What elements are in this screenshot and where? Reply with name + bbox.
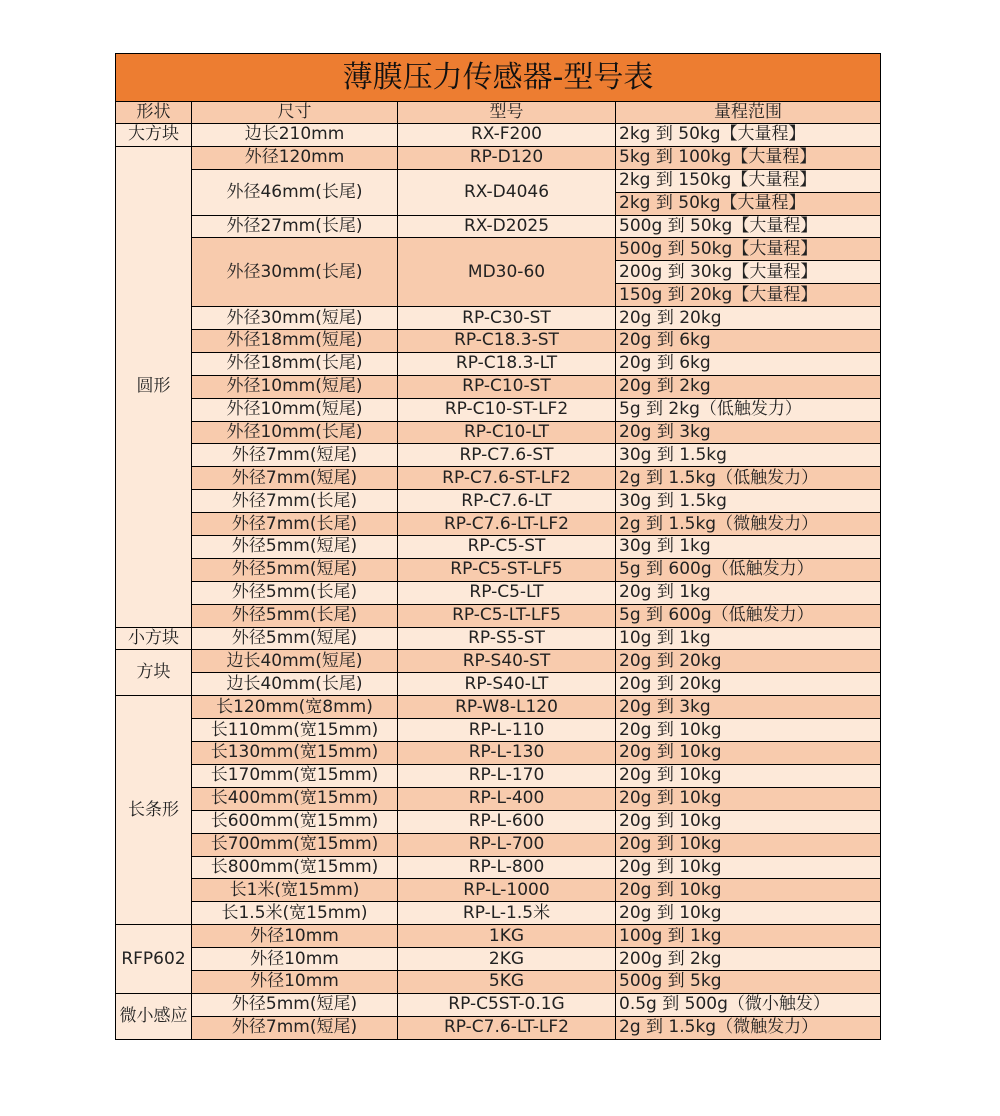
- model-table-body: [116, 54, 881, 1040]
- shape-cell: 大方块: [116, 124, 192, 147]
- range-cell: 20g 到 20kg: [616, 650, 881, 673]
- model-cell: RP-C18.3-ST: [398, 330, 616, 353]
- size-cell: 外径10mm: [192, 970, 398, 993]
- range-cell: 100g 到 1kg: [616, 925, 881, 948]
- range-cell: 20g 到 10kg: [616, 764, 881, 787]
- model-cell: RP-L-110: [398, 719, 616, 742]
- model-cell: RP-S40-LT: [398, 673, 616, 696]
- model-cell: RP-D120: [398, 146, 616, 169]
- model-cell: RP-C30-ST: [398, 307, 616, 330]
- range-cell: 2kg 到 50kg【大量程】: [616, 124, 881, 147]
- size-cell: 外径10mm(长尾): [192, 421, 398, 444]
- range-cell: 20g 到 10kg: [616, 833, 881, 856]
- model-cell: 2KG: [398, 948, 616, 971]
- size-cell: 边长40mm(长尾): [192, 673, 398, 696]
- model-cell: RP-C5-LT-LF5: [398, 604, 616, 627]
- model-cell: MD30-60: [398, 238, 616, 307]
- size-cell: 外径7mm(长尾): [192, 490, 398, 513]
- table-row: [116, 719, 881, 742]
- size-cell: 外径18mm(长尾): [192, 352, 398, 375]
- range-cell: 500g 到 50kg【大量程】: [616, 215, 881, 238]
- size-cell: 外径10mm: [192, 948, 398, 971]
- size-cell: 外径10mm(短尾): [192, 398, 398, 421]
- range-cell: 30g 到 1.5kg: [616, 490, 881, 513]
- model-cell: RP-L-170: [398, 764, 616, 787]
- table-row: [116, 993, 881, 1016]
- size-cell: 外径5mm(长尾): [192, 604, 398, 627]
- range-cell: 20g 到 10kg: [616, 719, 881, 742]
- table-row: [116, 764, 881, 787]
- table-row: [116, 558, 881, 581]
- size-cell: 外径27mm(长尾): [192, 215, 398, 238]
- size-cell: 长700mm(宽15mm): [192, 833, 398, 856]
- table-row: [116, 948, 881, 971]
- model-cell: RP-C7.6-ST: [398, 444, 616, 467]
- sheet-title: 薄膜压力传感器-型号表: [116, 54, 881, 102]
- size-cell: 长110mm(宽15mm): [192, 719, 398, 742]
- table-row: [116, 627, 881, 650]
- shape-cell: 微小感应: [116, 993, 192, 1039]
- size-cell: 边长40mm(短尾): [192, 650, 398, 673]
- range-cell: 20g 到 1kg: [616, 581, 881, 604]
- model-cell: RP-C5-ST-LF5: [398, 558, 616, 581]
- model-cell: RP-C7.6-LT-LF2: [398, 513, 616, 536]
- table-row: [116, 696, 881, 719]
- range-cell: 150g 到 20kg【大量程】: [616, 284, 881, 307]
- range-cell: 20g 到 20kg: [616, 673, 881, 696]
- size-cell: 边长210mm: [192, 124, 398, 147]
- range-cell: 20g 到 10kg: [616, 742, 881, 765]
- range-cell: 5g 到 600g（低触发力）: [616, 558, 881, 581]
- size-cell: 长1米(宽15mm): [192, 879, 398, 902]
- table-row: [116, 352, 881, 375]
- table-row: [116, 490, 881, 513]
- range-cell: 5kg 到 100kg【大量程】: [616, 146, 881, 169]
- table-row: [116, 925, 881, 948]
- range-cell: 2kg 到 50kg【大量程】: [616, 192, 881, 215]
- size-cell: 外径7mm(短尾): [192, 1016, 398, 1039]
- shape-cell: 方块: [116, 650, 192, 696]
- size-cell: 外径46mm(长尾): [192, 169, 398, 215]
- range-cell: 20g 到 10kg: [616, 810, 881, 833]
- range-cell: 5g 到 600g（低触发力）: [616, 604, 881, 627]
- size-cell: 长800mm(宽15mm): [192, 856, 398, 879]
- range-cell: 10g 到 1kg: [616, 627, 881, 650]
- size-cell: 外径18mm(短尾): [192, 330, 398, 353]
- size-cell: 外径120mm: [192, 146, 398, 169]
- size-cell: 长600mm(宽15mm): [192, 810, 398, 833]
- model-cell: RX-F200: [398, 124, 616, 147]
- size-cell: 长1.5米(宽15mm): [192, 902, 398, 925]
- header-row: [116, 102, 881, 124]
- size-cell: 外径5mm(短尾): [192, 558, 398, 581]
- model-cell: RP-C5-LT: [398, 581, 616, 604]
- size-cell: 外径5mm(长尾): [192, 581, 398, 604]
- table-row: [116, 833, 881, 856]
- range-cell: 20g 到 6kg: [616, 352, 881, 375]
- model-cell: RP-W8-L120: [398, 696, 616, 719]
- table-row: [116, 124, 881, 147]
- model-cell: RP-L-130: [398, 742, 616, 765]
- size-cell: 外径7mm(短尾): [192, 467, 398, 490]
- size-cell: 长170mm(宽15mm): [192, 764, 398, 787]
- range-cell: 2g 到 1.5kg（微触发力）: [616, 513, 881, 536]
- table-row: [116, 879, 881, 902]
- size-cell: 外径10mm: [192, 925, 398, 948]
- table-row: [116, 238, 881, 261]
- table-row: [116, 902, 881, 925]
- size-cell: 外径7mm(长尾): [192, 513, 398, 536]
- range-cell: 0.5g 到 500g（微小触发）: [616, 993, 881, 1016]
- model-cell: 1KG: [398, 925, 616, 948]
- model-cell: RP-C7.6-ST-LF2: [398, 467, 616, 490]
- table-row: [116, 787, 881, 810]
- table-row: [116, 146, 881, 169]
- range-cell: 30g 到 1.5kg: [616, 444, 881, 467]
- model-cell: RP-L-1000: [398, 879, 616, 902]
- table-row: [116, 307, 881, 330]
- header-size: 尺寸: [192, 102, 398, 124]
- table-row: [116, 169, 881, 192]
- model-cell: RP-L-800: [398, 856, 616, 879]
- table-row: [116, 970, 881, 993]
- range-cell: 20g 到 3kg: [616, 696, 881, 719]
- table-row: [116, 650, 881, 673]
- range-cell: 500g 到 50kg【大量程】: [616, 238, 881, 261]
- range-cell: 2g 到 1.5kg（低触发力）: [616, 467, 881, 490]
- model-cell: RP-C5ST-0.1G: [398, 993, 616, 1016]
- model-cell: RP-C10-LT: [398, 421, 616, 444]
- model-cell: RP-L-1.5米: [398, 902, 616, 925]
- table-row: [116, 330, 881, 353]
- table-row: [116, 375, 881, 398]
- table-row: [116, 581, 881, 604]
- shape-cell: RFP602: [116, 925, 192, 994]
- shape-cell: 长条形: [116, 696, 192, 925]
- table-row: [116, 421, 881, 444]
- range-cell: 20g 到 10kg: [616, 856, 881, 879]
- range-cell: 2kg 到 150kg【大量程】: [616, 169, 881, 192]
- header-model: 型号: [398, 102, 616, 124]
- range-cell: 20g 到 10kg: [616, 787, 881, 810]
- model-cell: RP-L-600: [398, 810, 616, 833]
- range-cell: 200g 到 30kg【大量程】: [616, 261, 881, 284]
- title-row: [116, 54, 881, 102]
- shape-cell: 小方块: [116, 627, 192, 650]
- table-row: [116, 215, 881, 238]
- model-cell: RP-S40-ST: [398, 650, 616, 673]
- size-cell: 外径30mm(短尾): [192, 307, 398, 330]
- table-row: [116, 856, 881, 879]
- table-row: [116, 513, 881, 536]
- size-cell: 外径5mm(短尾): [192, 627, 398, 650]
- model-cell: RX-D4046: [398, 169, 616, 215]
- range-cell: 2g 到 1.5kg（微触发力）: [616, 1016, 881, 1039]
- model-cell: RP-L-700: [398, 833, 616, 856]
- model-table: [115, 53, 881, 1040]
- model-cell: RX-D2025: [398, 215, 616, 238]
- range-cell: 200g 到 2kg: [616, 948, 881, 971]
- range-cell: 20g 到 2kg: [616, 375, 881, 398]
- model-cell: RP-C10-ST: [398, 375, 616, 398]
- model-cell: RP-C10-ST-LF2: [398, 398, 616, 421]
- shape-cell: 圆形: [116, 146, 192, 627]
- model-cell: RP-C18.3-LT: [398, 352, 616, 375]
- range-cell: 5g 到 2kg（低触发力）: [616, 398, 881, 421]
- range-cell: 20g 到 10kg: [616, 902, 881, 925]
- table-row: [116, 444, 881, 467]
- size-cell: 长400mm(宽15mm): [192, 787, 398, 810]
- table-row: [116, 673, 881, 696]
- size-cell: 外径5mm(短尾): [192, 536, 398, 559]
- size-cell: 外径30mm(长尾): [192, 238, 398, 307]
- table-row: [116, 536, 881, 559]
- table-row: [116, 398, 881, 421]
- size-cell: 外径10mm(短尾): [192, 375, 398, 398]
- model-cell: RP-L-400: [398, 787, 616, 810]
- size-cell: 长120mm(宽8mm): [192, 696, 398, 719]
- range-cell: 30g 到 1kg: [616, 536, 881, 559]
- table-row: [116, 1016, 881, 1039]
- range-cell: 20g 到 6kg: [616, 330, 881, 353]
- size-cell: 外径5mm(短尾): [192, 993, 398, 1016]
- header-shape: 形状: [116, 102, 192, 124]
- range-cell: 20g 到 20kg: [616, 307, 881, 330]
- range-cell: 20g 到 3kg: [616, 421, 881, 444]
- table-row: [116, 810, 881, 833]
- range-cell: 20g 到 10kg: [616, 879, 881, 902]
- table-row: [116, 742, 881, 765]
- size-cell: 外径7mm(短尾): [192, 444, 398, 467]
- table-row: [116, 604, 881, 627]
- model-cell: 5KG: [398, 970, 616, 993]
- model-cell: RP-S5-ST: [398, 627, 616, 650]
- model-cell: RP-C5-ST: [398, 536, 616, 559]
- model-cell: RP-C7.6-LT: [398, 490, 616, 513]
- table-row: [116, 467, 881, 490]
- model-cell: RP-C7.6-LT-LF2: [398, 1016, 616, 1039]
- size-cell: 长130mm(宽15mm): [192, 742, 398, 765]
- range-cell: 500g 到 5kg: [616, 970, 881, 993]
- header-range: 量程范围: [616, 102, 881, 124]
